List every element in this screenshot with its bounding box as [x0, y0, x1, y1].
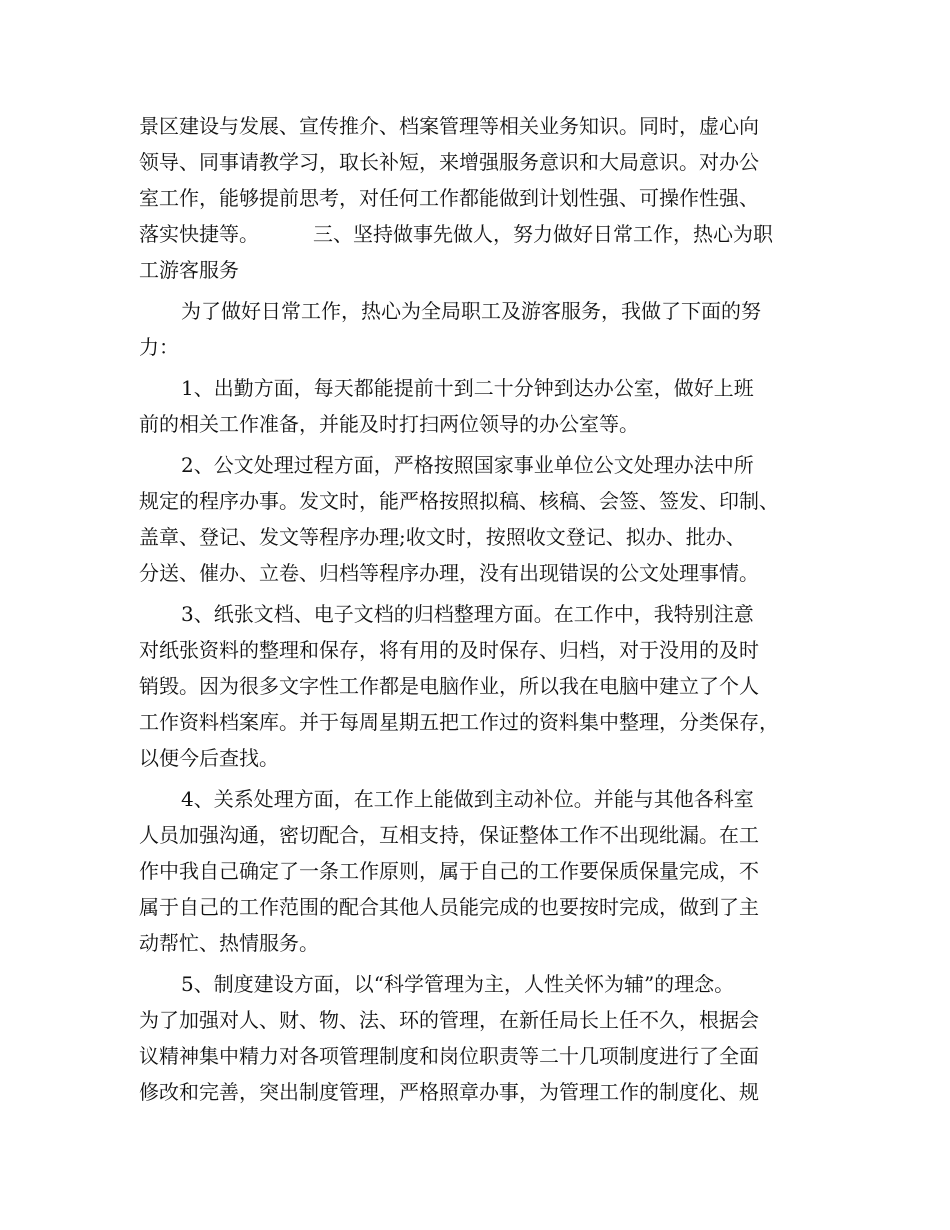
text-line: 工作资料档案库。并于每周星期五把工作过的资料集中整理，分类保存，: [139, 710, 779, 734]
text-line: 为了做好日常工作，热心为全局职工及游客服务，我做了下面的努: [181, 299, 761, 323]
text-line: 1、出勤方面，每天都能提前十到二十分钟到达办公室，做好上班: [181, 376, 754, 400]
intro-last-line: 落实快捷等。: [139, 222, 259, 246]
text-line: 2、公文处理过程方面，严格按照国家事业单位公文处理办法中所: [181, 453, 754, 477]
text-line: 4、关系处理方面，在工作上能做到主动补位。并能与其他各科室: [181, 787, 754, 811]
text-line: 领导、同事请教学习，取长补短，来增强服务意识和大局意识。对办公: [139, 150, 759, 174]
paragraph: [139, 781, 829, 961]
text-line: 作中我自己确定了一条工作原则，属于自己的工作要保质保量完成，不: [139, 859, 759, 883]
paragraph: [139, 966, 829, 1110]
section-heading: 三、坚持做事先做人，努力做好日常工作，热心为职: [313, 222, 773, 246]
text-line: 以便今后查找。: [139, 746, 279, 770]
document-body: [139, 108, 829, 1110]
text-line-with-heading: [139, 216, 829, 252]
section-heading-continued: 工游客服务: [139, 258, 239, 282]
paragraph: [139, 293, 829, 365]
text-line: 属于自己的工作范围的配合其他人员能完成的也要按时完成，做到了主: [139, 895, 759, 919]
text-line: 规定的程序办事。发文时，能严格按照拟稿、核稿、会签、签发、印制、: [139, 489, 779, 513]
text-line: 修改和完善，突出制度管理，严格照章办事，为管理工作的制度化、规: [139, 1080, 759, 1104]
text-line: 景区建设与发展、宣传推介、档案管理等相关业务知识。同时，虚心向: [139, 114, 759, 138]
text-line: 对纸张资料的整理和保存，将有用的及时保存、归档，对于没用的及时: [139, 638, 759, 662]
text-line: 动帮忙、热情服务。: [139, 931, 319, 955]
text-line: 议精神集中精力对各项管理制度和岗位职责等二十几项制度进行了全面: [139, 1044, 759, 1068]
paragraph: [139, 596, 829, 776]
text-line: 人员加强沟通，密切配合，互相支持，保证整体工作不出现纰漏。在工: [139, 823, 759, 847]
text-line: 5、制度建设方面，以“科学管理为主，人性关怀为辅”的理念。: [181, 972, 735, 996]
text-line: 销毁。因为很多文字性工作都是电脑作业，所以我在电脑中建立了个人: [139, 674, 759, 698]
text-line: 力：: [139, 335, 179, 359]
text-line: 3、纸张文档、电子文档的归档整理方面。在工作中，我特别注意: [181, 602, 754, 626]
paragraph: [139, 370, 829, 442]
text-line: 前的相关工作准备，并能及时打扫两位领导的办公室等。: [139, 412, 639, 436]
text-line: 分送、催办、立卷、归档等程序办理，没有出现错误的公文处理事情。: [139, 561, 759, 585]
paragraph: [139, 447, 829, 591]
text-line: 盖章、登记、发文等程序办理;收文时，按照收文登记、拟办、批办、: [139, 525, 746, 549]
text-line: 为了加强对人、财、物、法、环的管理，在新任局长上任不久，根据会: [139, 1008, 759, 1032]
text-line: 室工作，能够提前思考，对任何工作都能做到计划性强、可操作性强、: [139, 186, 759, 210]
